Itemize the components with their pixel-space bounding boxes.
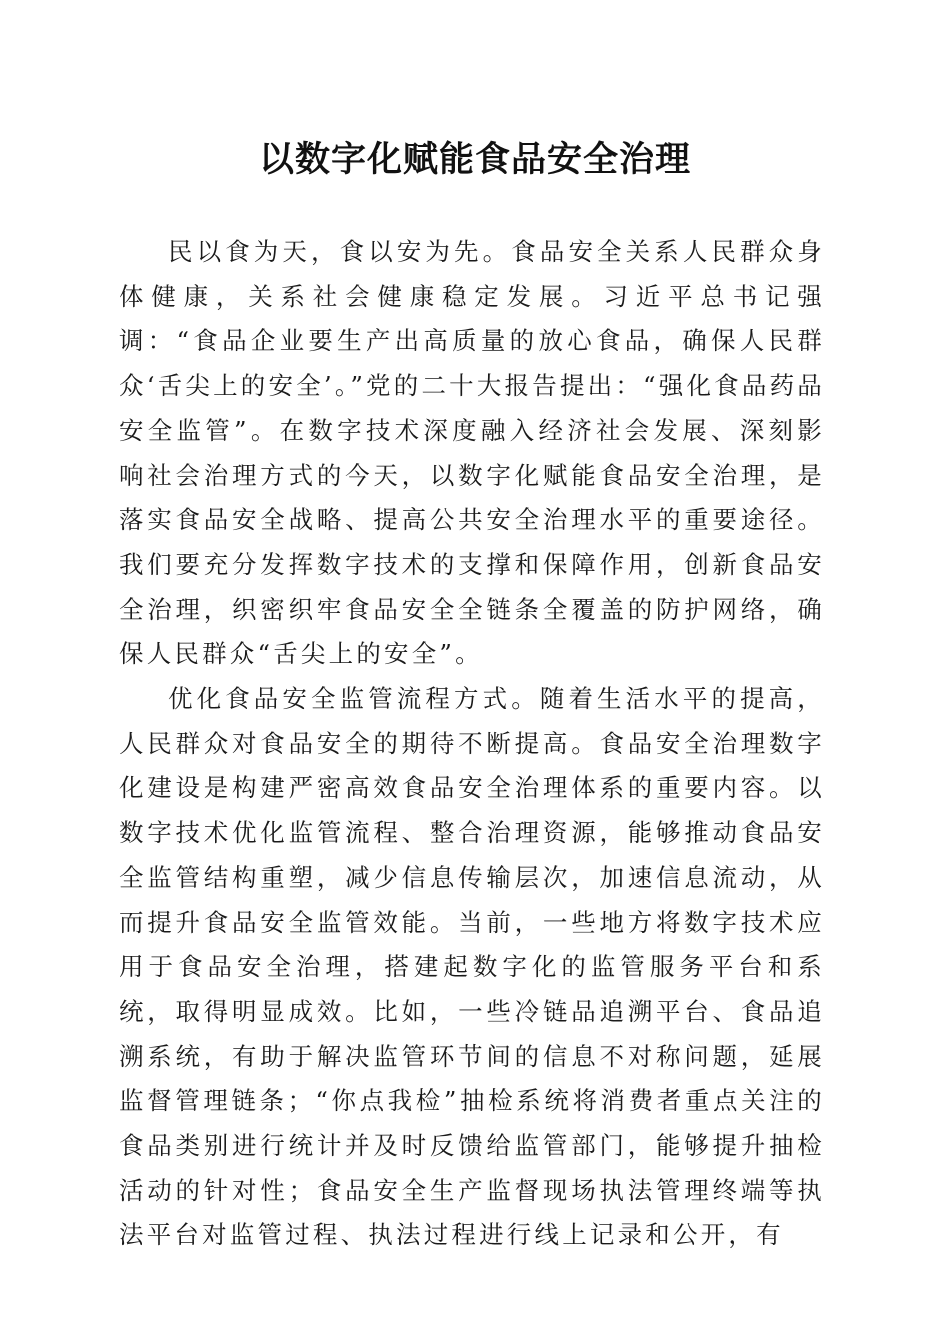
document-title: 以数字化赋能食品安全治理 — [258, 139, 691, 180]
paragraph-optimize-supervision: 优化食品安全监管流程方式。随着生活水平的提高，人民群众对食品安全的期待不断提高。食品安全治理数字化建设是构建严密高效食品安全治理体系的重要内容。以数字技术优化监管流程、整合治理资源，能够推动食品安全监管结构重塑，减少信息传输层次，加速信息流动，从而提升食品安全监管效能。当前，一些地方将数字技术应用于食品安全治理，搭建起数字化的监管服务平台和系统，取得明显成效。比如，一些冷链品追溯平台、食品追溯系统，有助于解决监管环节间的信息不对称问题，延展监督管理链条；“你点我检”抽检系统将消费者重点关注的食品类别进行统计并及时反馈给监管部门，能够提升抽检活动的针对性；食品安全生产监督现场执法管理终端等执法平台对监管过程、执法过程进行线上记录和公开，有 — [119, 684, 825, 1250]
paragraph-intro: 民以食为天，食以安为先。食品安全关系人民群众身体健康，关系社会健康稳定发展。习近平总书记强调：“食品企业要生产出高质量的放心食品，确保人民群众‘舌尖上的安全’。”党的二十大报告提出：“强化食品药品安全监管”。在数字技术深度融入经济社会发展、深刻影响社会治理方式的今天，以数字化赋能食品安全治理，是落实食品安全战略、提高公共安全治理水平的重要途径。我们要充分发挥数字技术的支撑和保障作用，创新食品安全治理，织密织牢食品安全全链条全覆盖的防护网络，确保人民群众“舌尖上的安全”。 — [119, 237, 825, 669]
document-body — [119, 230, 825, 1258]
